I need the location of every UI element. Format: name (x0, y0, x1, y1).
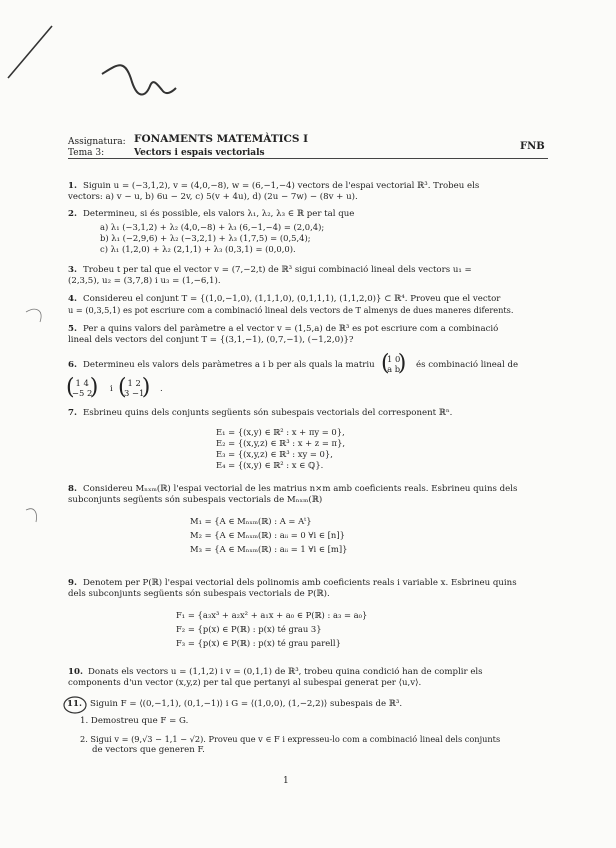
exercise-text: Considereu el conjunt T = {(1,0,−1,0), (1,1,1,0), (0,1,1,1), (1,1,2,0)} ⊂ ℝ⁴. Proveu que el vector (83, 294, 501, 304)
matrix-row: 1 4 (75, 378, 89, 388)
exercise-text: (2,3,5), u₂ = (3,7,8) i u₃ = (1,−6,1). (68, 276, 221, 286)
set-E2: E₂ = {(x,y,z) ∈ ℝ³ : x + z = π}, (216, 438, 346, 448)
matrix-row: 1 0 (387, 354, 401, 364)
exercise-subitem: 1. Demostreu que F = G. (80, 716, 189, 726)
exercise-text: u = (0,3,5,1) es pot escriure com a combinació lineal dels vectors de T almenys de dues maneres diferents. (68, 305, 514, 315)
exercise-number: 8. (68, 484, 77, 494)
exercise-number: 2. (68, 209, 77, 219)
page-number: 1 (283, 776, 289, 786)
pen-stroke-wave (102, 65, 176, 94)
exercise-item: b) λ₁ (−2,9,6) + λ₂ (−3,2,1) + λ₃ (1,7,5) = (0,5,4); (100, 233, 311, 243)
exercise-number: 7. (68, 408, 77, 418)
period: . (160, 384, 163, 394)
matrix-ab: ( 1 0 a b ) (381, 351, 407, 376)
exercise-number: 10. (68, 667, 83, 677)
course-code: FNB (520, 141, 545, 152)
set-F2: F₂ = {p(x) ∈ P(ℝ) : p(x) té grau 3} (176, 624, 322, 634)
exercise-item: a) λ₁ (−3,1,2) + λ₂ (4,0,−8) + λ₃ (6,−1,−4) = (2,0,4); (100, 222, 325, 232)
exercise-text: Siguin u = (−3,1,2), v = (4,0,−8), w = (6,−1,−4) vectors de l'espai vectorial ℝ³. Trobeu els (83, 181, 480, 191)
conjunction: i (110, 384, 113, 394)
exercise-text: Siguin F = ⟨(0,−1,1), (0,1,−1)⟩ i G = ⟨(1,0,0), (1,−2,2)⟩ subespais de ℝ³. (90, 699, 403, 709)
set-E1: E₁ = {(x,y) ∈ ℝ² : x + πy = 0}, (216, 427, 345, 437)
header-rule (68, 158, 548, 159)
exercise-number: 9. (68, 578, 77, 588)
matrix-row: 1 2 (127, 378, 141, 388)
exercise-text: Per a quins valors del paràmetre a el vector v = (1,5,a) de ℝ³ es pot escriure com a combinació (83, 324, 499, 334)
set-M3: M₃ = {A ∈ Mₙₓₘ(ℝ) : aᵢᵢ = 1 ∀i ∈ [m]} (190, 544, 348, 554)
exercise-text: components d'un vector (x,y,z) per tal que pertanyi al subespai generat per ⟨u,v⟩. (68, 678, 422, 688)
matrix-2: ( 1 2 3 −1 ) (118, 375, 151, 400)
margin-mark (26, 509, 37, 522)
exercise-text: Esbrineu quins dels conjunts següents són subespais vectorials del corresponent ℝⁿ. (83, 408, 453, 418)
exercise-text: Determineu els valors dels paràmetres a i b per als quals la matriu (83, 360, 375, 370)
set-E4: E₄ = {(x,y) ∈ ℝ² : x ∈ ℚ}. (216, 460, 324, 470)
exercise-text: Donats els vectors u = (1,1,2) i v = (0,1,1) de ℝ³, trobeu quina condició han de complir els (88, 667, 483, 677)
set-F3: F₃ = {p(x) ∈ P(ℝ) : p(x) té grau parell} (176, 638, 341, 648)
exercise-text: Denotem per P(ℝ) l'espai vectorial dels polinomis amb coeficients reals i variable x. Esbrineu quins (83, 578, 517, 588)
topic-title: Vectors i espais vectorials (134, 148, 265, 158)
exercise-text: dels subconjunts següents són subespais vectorials de P(ℝ). (68, 589, 330, 599)
matrix-1: ( 1 4 −5 2 ) (66, 375, 99, 400)
set-F1: F₁ = {a₃x³ + a₂x² + a₁x + a₀ ∈ P(ℝ) : a₃ = a₀} (176, 610, 368, 620)
pen-stroke-corner (8, 26, 52, 78)
exercise-text: lineal dels vectors del conjunt T = {(3,1,−1), (0,7,−1), (−1,2,0)}? (68, 335, 354, 345)
subject-title: FONAMENTS MATEMÀTICS I (134, 133, 309, 145)
set-E3: E₃ = {(x,y,z) ∈ ℝ³ : xy = 0}, (216, 449, 333, 459)
matrix-row: a b (387, 364, 401, 374)
exercise-text: Trobeu t per tal que el vector v = (7,−2,t) de ℝ³ sigui combinació lineal dels vectors u₁ = (83, 265, 472, 275)
exercise-text: Determineu, si és possible, els valors λ₁, λ₂, λ₃ ∈ ℝ per tal que (83, 209, 355, 219)
exercise-number: 1. (68, 181, 77, 191)
exercise-text: subconjunts següents són subespais vectorials de Mₙₓₘ(ℝ) (68, 495, 323, 505)
matrix-row: −5 2 (72, 388, 93, 398)
topic-label: Tema 3: (68, 148, 105, 158)
set-M1: M₁ = {A ∈ Mₙₓₘ(ℝ) : A = Aᵗ} (190, 516, 312, 526)
exercise-subitem: 2. Sigui v = (9,√3 − 1,1 − √2). Proveu que v ∈ F i expresseu-lo com a combinació lineal dels conjunts (80, 734, 501, 744)
exercise-text: és combinació lineal de (416, 360, 519, 370)
matrix-row: 3 −1 (124, 388, 145, 398)
set-M2: M₂ = {A ∈ Mₙₓₘ(ℝ) : aᵢᵢ = 0 ∀i ∈ [n]} (190, 530, 345, 540)
exercise-number: 4. (68, 294, 77, 304)
exercise-text: vectors: a) v − u, b) 6u − 2v, c) 5(v + 4u), d) (2u − 7w) − (8v + u). (68, 192, 358, 202)
exercise-number: 3. (68, 265, 77, 275)
margin-mark (26, 309, 41, 322)
exercise-item: c) λ₁ (1,2,0) + λ₂ (2,1,1) + λ₃ (0,3,1) = (0,0,0). (100, 244, 296, 254)
exercise-number: 6. (68, 360, 77, 370)
exercise-subitem: de vectors que generen F. (92, 745, 205, 755)
subject-label: Assignatura: (68, 137, 126, 147)
exercise-text: Considereu Mₙₓₘ(ℝ) l'espai vectorial de les matrius n×m amb coeficients reals. Esbrineu quins dels (83, 484, 518, 494)
exercise-number: 11. (67, 699, 82, 709)
exercise-number: 5. (68, 324, 77, 334)
